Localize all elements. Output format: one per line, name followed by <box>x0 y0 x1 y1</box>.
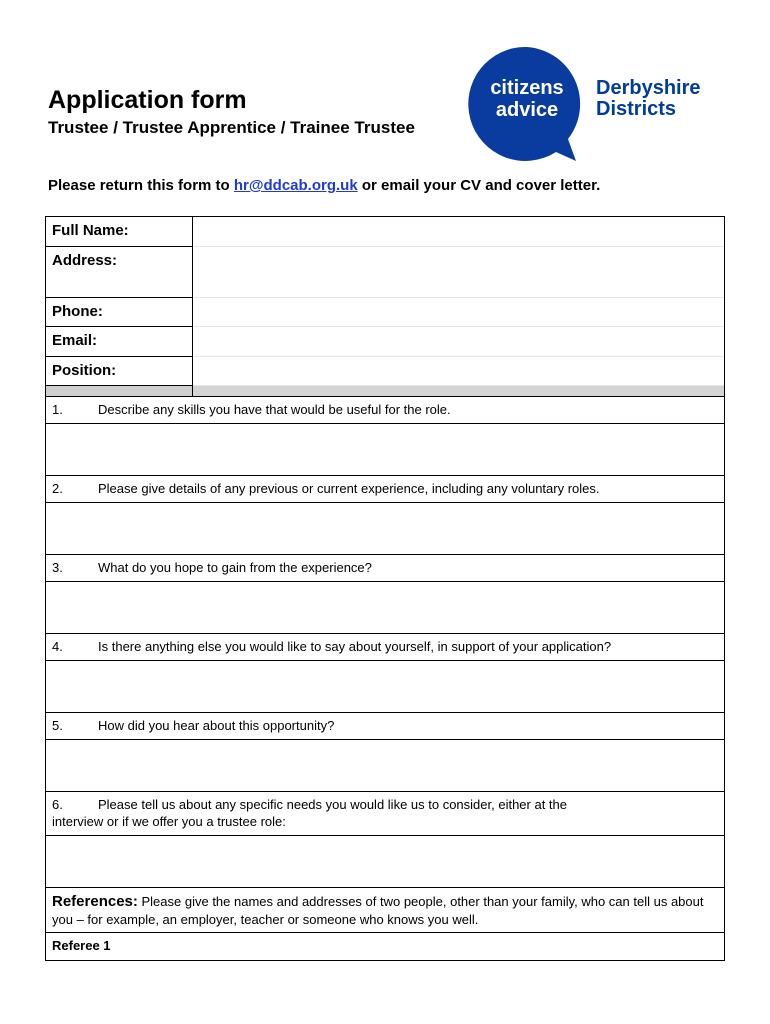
page-subtitle: Trustee / Trustee Apprentice / Trainee Trustee <box>48 118 415 137</box>
return-instructions <box>48 174 600 198</box>
question-number: 1. <box>52 402 63 417</box>
question-number: 5. <box>52 718 63 733</box>
logo-region-text <box>596 78 701 120</box>
return-suffix: or email your CV and cover letter. <box>357 177 601 194</box>
question-number: 2. <box>52 481 63 496</box>
question-number: 6. <box>52 797 63 812</box>
referee-1-label: Referee 1 <box>52 938 111 953</box>
question-number: 3. <box>52 560 63 575</box>
email-label: Email: <box>46 327 193 357</box>
logo-word-advice: advice <box>495 99 559 121</box>
question-text: Is there anything else you would like to say about yourself, in support of your application? <box>98 639 612 654</box>
page-title: Application form <box>48 86 247 114</box>
question-text: How did you hear about this opportunity? <box>98 718 335 733</box>
position-field[interactable] <box>193 357 724 386</box>
address-field[interactable] <box>193 247 724 298</box>
answer-2-field[interactable] <box>46 503 724 555</box>
address-label: Address: <box>46 247 193 298</box>
answer-3-field[interactable] <box>46 582 724 634</box>
answer-6-field[interactable] <box>46 836 724 888</box>
full-name-label: Full Name: <box>46 217 193 247</box>
full-name-row <box>46 217 724 247</box>
email-field[interactable] <box>193 327 724 357</box>
answer-1-field[interactable] <box>46 424 724 476</box>
return-email-link[interactable]: hr@ddcab.org.uk <box>233 177 358 194</box>
application-form-table <box>45 216 725 961</box>
answer-4-field[interactable] <box>46 661 724 713</box>
question-text: What do you hope to gain from the experience? <box>98 560 372 575</box>
phone-label: Phone: <box>46 298 193 327</box>
full-name-field[interactable] <box>193 217 724 247</box>
logo-word-citizens: citizens <box>490 77 564 99</box>
question-3 <box>46 555 724 582</box>
question-number: 4. <box>52 639 63 654</box>
question-2 <box>46 476 724 503</box>
references-section <box>46 888 724 933</box>
phone-row <box>46 298 724 327</box>
question-5 <box>46 713 724 740</box>
return-prefix: Please return this form to <box>48 177 234 194</box>
address-row <box>46 247 724 298</box>
email-row <box>46 327 724 357</box>
phone-field[interactable] <box>193 298 724 327</box>
citizens-advice-logo <box>468 45 728 165</box>
position-row <box>46 357 724 386</box>
question-4 <box>46 634 724 661</box>
question-text: Please tell us about any specific needs you would like us to consider, either at the <box>98 797 568 812</box>
question-text-continued: interview or if we offer you a trustee role: <box>52 814 286 829</box>
section-divider <box>46 386 724 397</box>
section-divider-left <box>46 386 193 396</box>
answer-5-field[interactable] <box>46 740 724 792</box>
position-label: Position: <box>46 357 193 386</box>
question-text: Please give details of any previous or current experience, including any voluntary roles. <box>98 481 600 496</box>
references-label: References: <box>52 893 138 910</box>
references-text: Please give the names and addresses of two people, other than your family, who can tell us about you – for example, an employer, teacher or someone who knows you well. <box>52 894 704 927</box>
question-6 <box>46 792 724 836</box>
logo-bubble-text <box>468 77 586 121</box>
logo-word-districts: Districts <box>596 98 677 120</box>
question-text: Describe any skills you have that would be useful for the role. <box>98 402 451 417</box>
question-1 <box>46 397 724 424</box>
logo-word-derbyshire: Derbyshire <box>596 77 701 99</box>
